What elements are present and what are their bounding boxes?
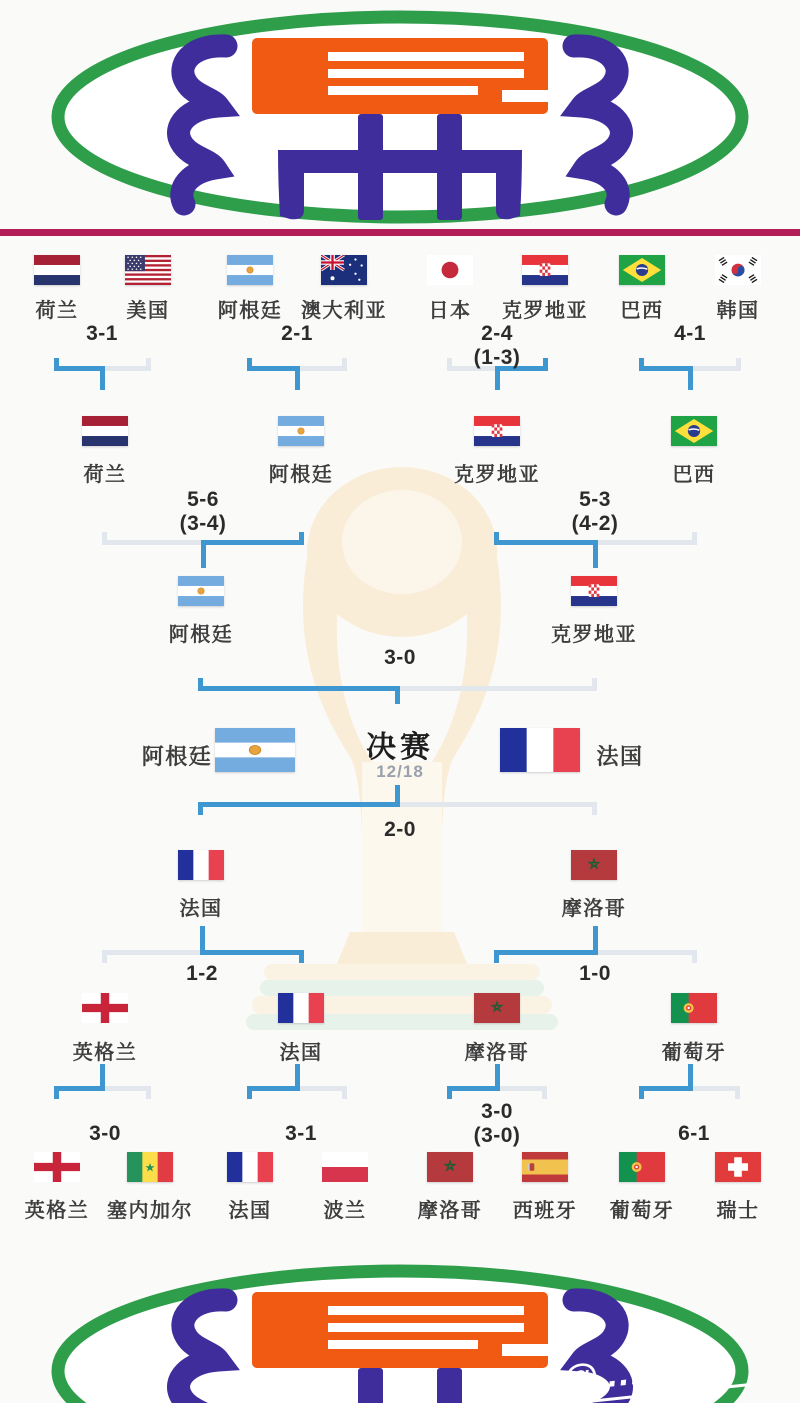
team-label-portugal: 葡萄牙	[609, 1200, 675, 1222]
flag-croatia	[474, 416, 520, 446]
team-label-portugal: 葡萄牙	[661, 1042, 727, 1064]
score-sf-arg-cro: 3-0	[384, 646, 416, 669]
divider	[0, 229, 800, 236]
penalty-qf-ned-arg: (3-4)	[179, 512, 227, 535]
flag-france	[278, 993, 324, 1023]
flag-argentina	[178, 576, 224, 606]
team-label-spain: 西班牙	[512, 1200, 578, 1222]
flag-france	[500, 728, 580, 772]
flag-argentina	[227, 255, 273, 285]
flag-morocco	[427, 1152, 473, 1182]
flag-portugal	[671, 993, 717, 1023]
flag-france	[178, 850, 224, 880]
team-label-morocco: 摩洛哥	[464, 1042, 530, 1064]
score-qf-eng-fra: 1-2	[186, 962, 218, 985]
score-qf-ned-arg: 5-6	[187, 488, 219, 511]
score-r16-bra-kor: 4-1	[674, 322, 706, 345]
flag-netherlands	[34, 255, 80, 285]
flag-poland	[322, 1152, 368, 1182]
flag-brazil	[671, 416, 717, 446]
flag-netherlands	[82, 416, 128, 446]
team-label-poland: 波兰	[323, 1200, 367, 1222]
team-label-brazil: 巴西	[620, 300, 664, 322]
team-label-croatia: 克罗地亚	[454, 464, 540, 486]
team-label-argentina: 阿根廷	[141, 744, 213, 769]
team-label-argentina: 阿根廷	[217, 300, 283, 322]
flag-portugal	[619, 1152, 665, 1182]
score-r16-eng-sen: 3-0	[89, 1122, 121, 1145]
final-title: 决赛	[366, 731, 434, 764]
flag-south-korea	[715, 255, 761, 285]
penalty-qf-cro-bra: (4-2)	[571, 512, 619, 535]
flag-morocco	[571, 850, 617, 880]
team-label-switzerland: 瑞士	[716, 1200, 760, 1222]
team-label-australia: 澳大利亚	[301, 300, 387, 322]
score-r16-arg-aus: 2-1	[281, 322, 313, 345]
flag-argentina	[215, 728, 295, 772]
flag-senegal	[127, 1152, 173, 1182]
team-label-england: 英格兰	[72, 1042, 138, 1064]
team-label-senegal: 塞内加尔	[107, 1200, 193, 1222]
watermark-text: @…诸…	[559, 1339, 750, 1403]
team-label-netherlands: 荷兰	[35, 300, 79, 322]
flag-japan	[427, 255, 473, 285]
team-label-france: 法国	[279, 1042, 323, 1064]
team-label-morocco: 摩洛哥	[561, 898, 627, 920]
team-label-croatia: 克罗地亚	[551, 624, 637, 646]
team-label-morocco: 摩洛哥	[417, 1200, 483, 1222]
flag-brazil	[619, 255, 665, 285]
team-label-south-korea: 韩国	[716, 300, 760, 322]
site-logo	[40, 8, 760, 226]
flag-croatia	[522, 255, 568, 285]
flag-switzerland	[715, 1152, 761, 1182]
flag-usa	[125, 255, 171, 285]
team-label-japan: 日本	[428, 300, 472, 322]
flag-croatia	[571, 576, 617, 606]
score-qf-mar-por: 1-0	[579, 962, 611, 985]
team-label-netherlands: 荷兰	[83, 464, 127, 486]
penalty-r16-jpn-cro: (1-3)	[473, 346, 521, 369]
score-sf-fra-mar: 2-0	[384, 818, 416, 841]
team-label-brazil: 巴西	[672, 464, 716, 486]
team-label-france: 法国	[179, 898, 223, 920]
score-r16-por-sui: 6-1	[678, 1122, 710, 1145]
penalty-r16-mar-esp: (3-0)	[473, 1124, 521, 1147]
team-label-england: 英格兰	[24, 1200, 90, 1222]
team-label-usa: 美国	[126, 300, 170, 322]
team-label-croatia: 克罗地亚	[502, 300, 588, 322]
team-label-france: 法国	[228, 1200, 272, 1222]
flag-australia	[321, 255, 367, 285]
flag-argentina	[278, 416, 324, 446]
team-label-argentina: 阿根廷	[268, 464, 334, 486]
team-label-france: 法国	[596, 744, 644, 769]
score-qf-cro-bra: 5-3	[579, 488, 611, 511]
flag-england	[82, 993, 128, 1023]
score-r16-ned-usa: 3-1	[86, 322, 118, 345]
score-r16-mar-esp: 3-0	[481, 1100, 513, 1123]
flag-england	[34, 1152, 80, 1182]
team-label-argentina: 阿根廷	[168, 624, 234, 646]
flag-france	[227, 1152, 273, 1182]
score-r16-jpn-cro: 2-4	[481, 322, 513, 345]
final-date: 12/18	[376, 762, 424, 781]
flag-morocco	[474, 993, 520, 1023]
flag-spain	[522, 1152, 568, 1182]
score-r16-fra-pol: 3-1	[285, 1122, 317, 1145]
